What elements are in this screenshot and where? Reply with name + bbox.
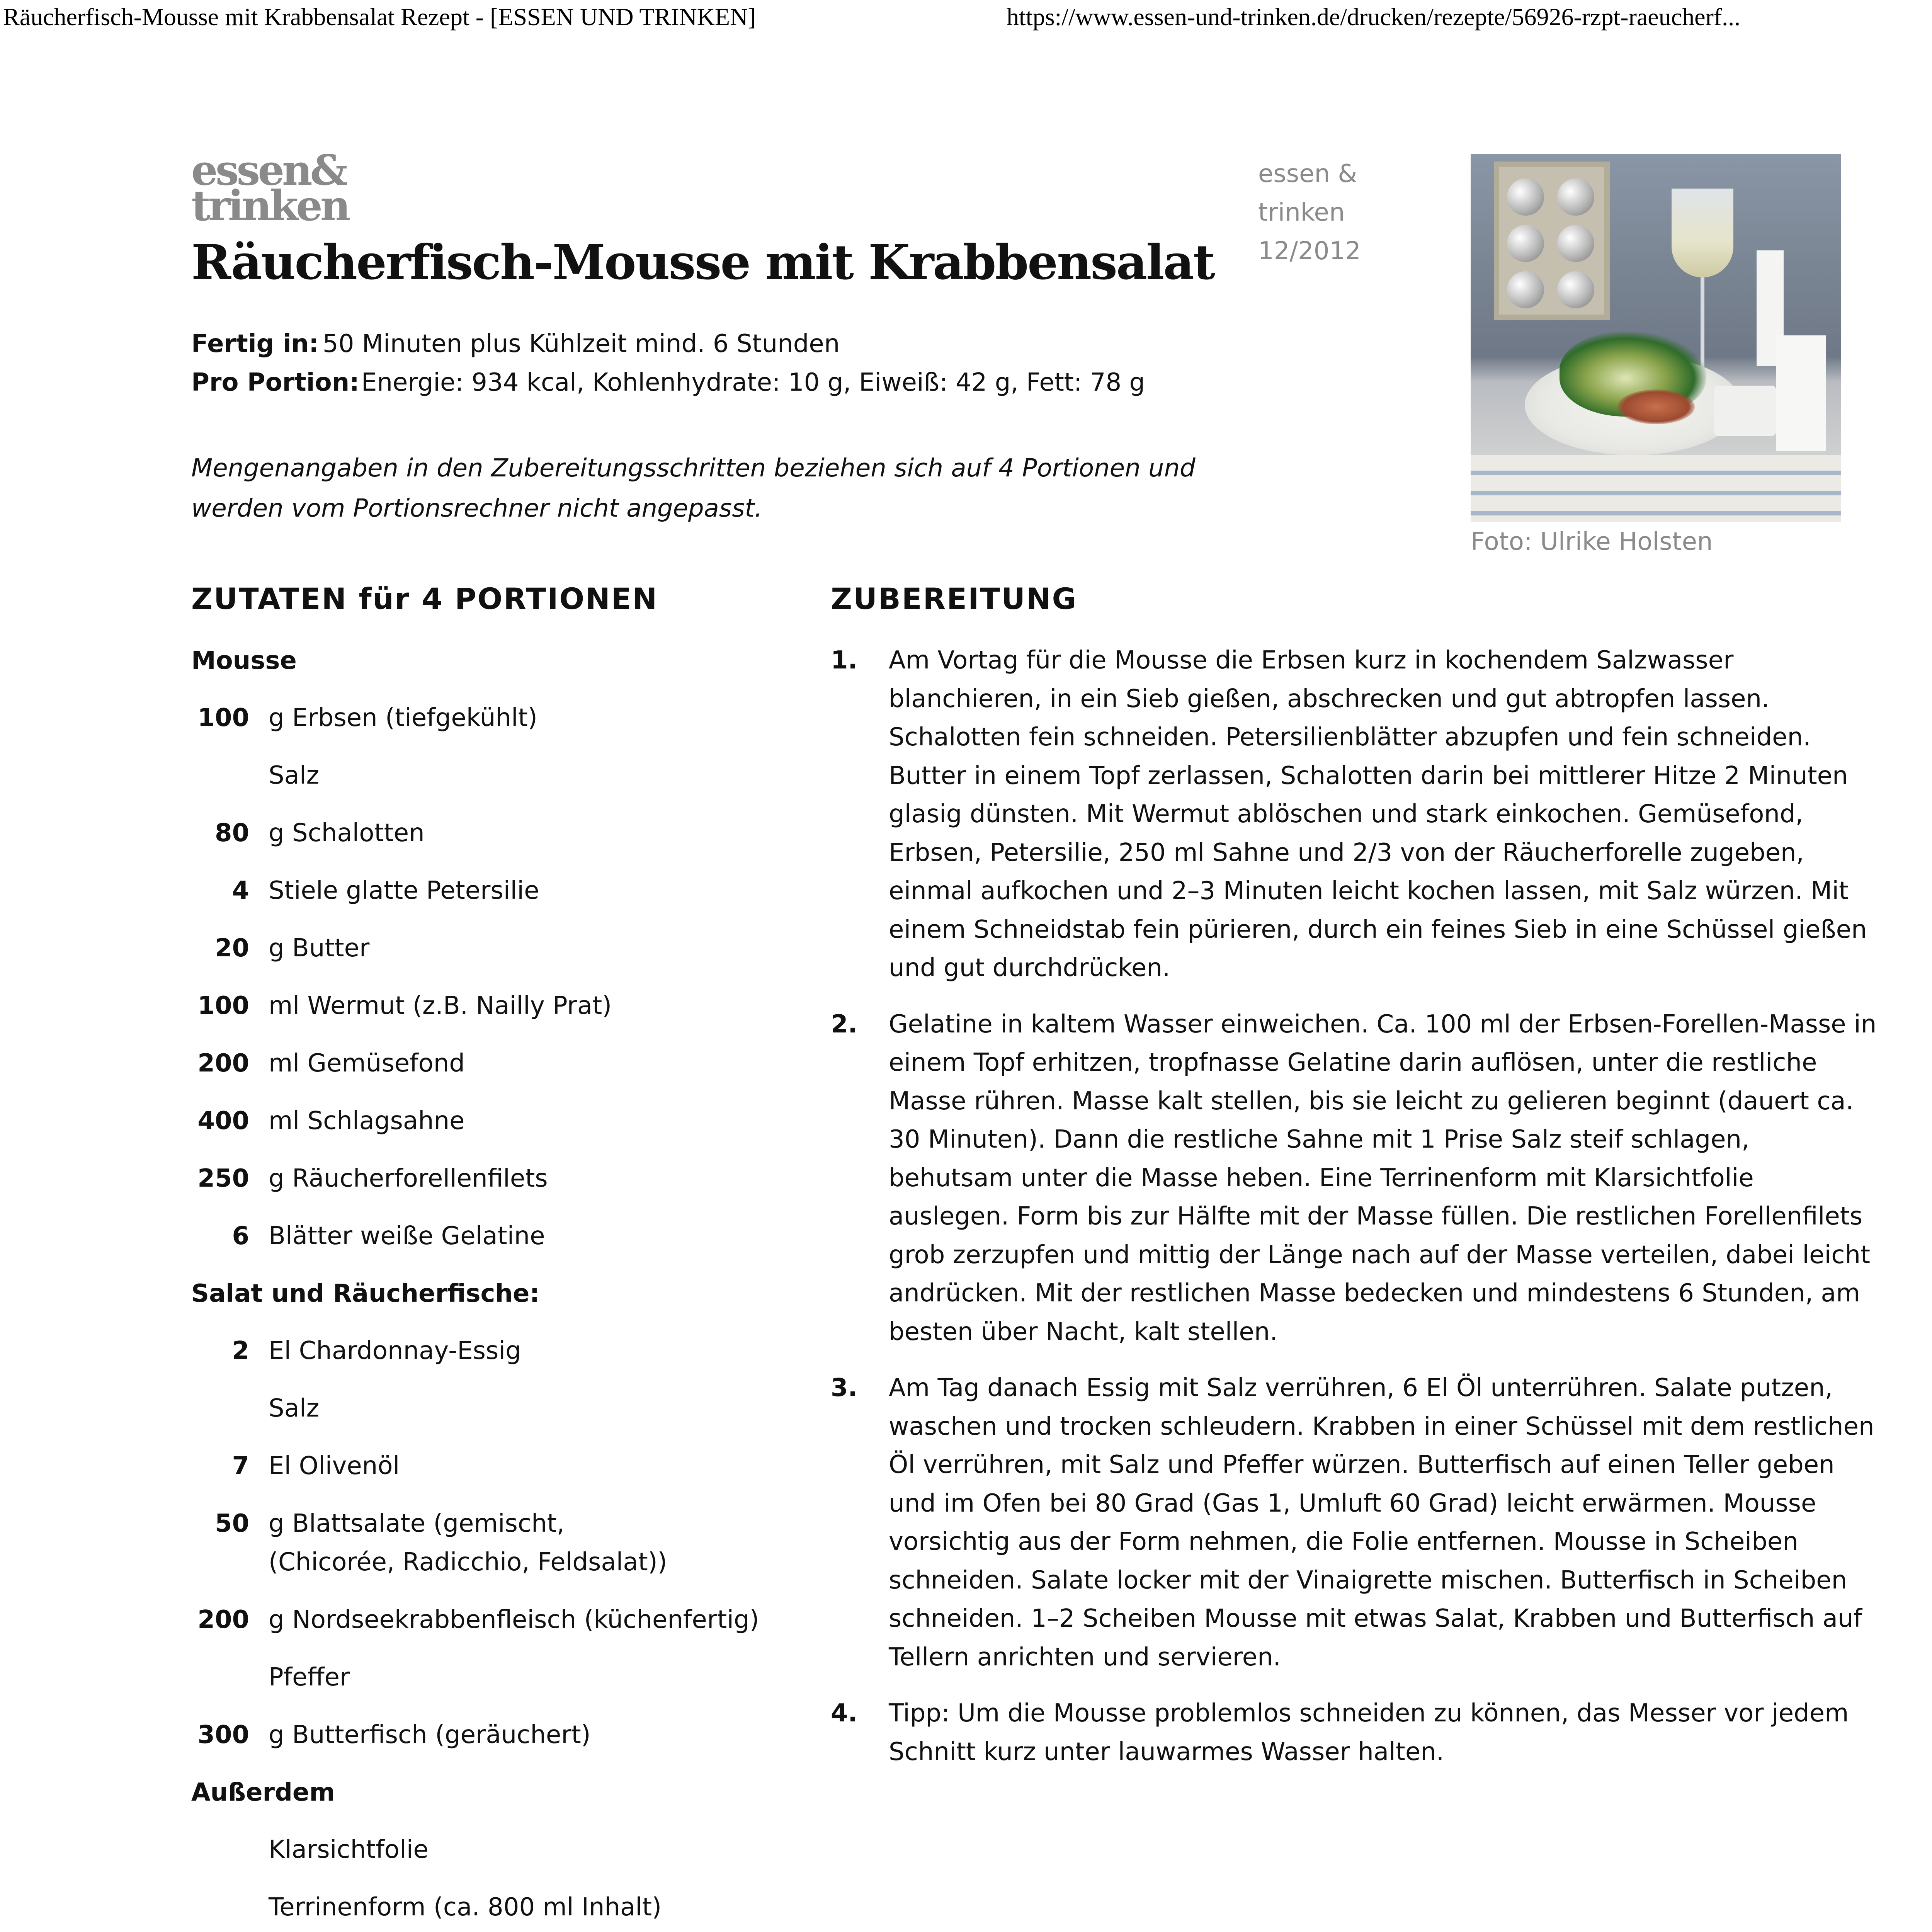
ingredient-amount: 100 [197,992,249,1020]
ingredient-item [191,986,810,1025]
print-page-title: Räucherfisch-Mousse mit Krabbensalat Rezept - [ESSEN UND TRINKEN] [3,3,756,31]
tablecloth [1471,455,1841,522]
logo-line-1: essen& [191,146,346,195]
nutrition-label: Pro Portion: [191,368,359,397]
ingredient-text: Klarsichtfolie [269,1835,429,1864]
ingredient-text: Terrinenform (ca. 800 ml Inhalt) [269,1893,662,1922]
ingredients-heading: ZUTATEN für 4 PORTIONEN [191,582,658,616]
ingredient-item [191,1217,810,1255]
essen-und-trinken-logo [191,146,377,230]
preparation-heading: ZUBEREITUNG [831,582,1077,616]
ingredient-amount: 400 [197,1107,249,1135]
ingredient-text: Stiele glatte Petersilie [269,876,539,905]
step-number: 4. [831,1699,857,1728]
ingredient-item [191,1102,810,1140]
ingredient-group-salat [191,1274,810,1754]
ingredient-group-title: Außerdem [191,1778,335,1807]
issue-line-3: 12/2012 [1258,237,1361,265]
ingredient-amount: 4 [232,876,249,905]
issue-line-1: essen & [1258,160,1357,188]
preparation-step [831,1005,1877,1352]
ingredient-text: El Chardonnay-Essig [269,1337,521,1365]
ingredient-amount: 2 [232,1337,249,1365]
prep-time-row [191,325,1273,363]
step-text: Am Vortag für die Mousse die Erbsen kurz in kochendem Salzwasser blanchieren, in ein Sieb gießen, abschrecken und gut abtropfen lassen. Schalotten fein schneiden. Petersilienblätter abzupfen und fein schneiden. Butter in einem Topf zerlassen, Schalotten darin bei mittlerer Hitze 2 Minuten glasig dünsten. Mit Wermut ablöschen und stark einkochen. Gemüsefond, Erbsen, Petersilie, 250 ml Sahne und 2/3 von der Räucherforelle zugeben, einmal aufkochen und 2–3 Minuten leicht kochen lassen, mit Salz würzen. Mit einem Schneidstab fein pürieren, durch ein feines Sieb in eine Schüssel gießen und gut durchdrücken. [889,646,1867,982]
ingredient-group-title: Mousse [191,646,297,675]
ingredient-text: g Butter [269,934,370,963]
ingredient-amount: 80 [214,819,249,847]
ingredient-text: g Blattsalate (gemischt, (Chicorée, Radicchio, Feldsalat)) [269,1509,667,1577]
print-page-url: https://www.essen-und-trinken.de/drucken/rezepte/56926-rzpt-raeucherf... [1007,3,1741,31]
ingredient-amount: 20 [214,934,249,963]
photo-credit: Foto: Ulrike Holsten [1471,527,1713,556]
recipe-title: Räucherfisch-Mousse mit Krabbensalat [191,235,1214,291]
logo-line-2: trinken [191,182,349,230]
step-text: Gelatine in kaltem Wasser einweichen. Ca. 100 ml der Erbsen-Forellen-Masse in einem Topf erhitzen, tropfnasse Gelatine darin auflösen, unter die restliche Masse rühren. Masse kalt stellen, bis sie leicht zu gelieren beginnt (dauert ca. 30 Minuten). Dann die restliche Sahne mit 1 Prise Salz steif schlagen, behutsam unter die Masse heben. Eine Terrinenform mit Klarsichtfolie auslegen. Form bis zur Hälfte mit der Masse füllen. Die restlichen Forellenfilets grob zerzupfen und mittig der Länge nach auf der Masse verteilen, dabei leicht andrücken. Mit der restlichen Masse bedecken und mindestens 6 Stunden, am besten über Nacht, kalt stellen. [889,1010,1877,1346]
magazine-issue [1258,155,1413,270]
issue-line-2: trinken [1258,198,1345,227]
ingredient-amount: 50 [214,1509,249,1538]
prep-time-value: 50 Minuten plus Kühlzeit mind. 6 Stunden [323,330,840,358]
ingredient-group-title: Salat und Räucherfische: [191,1279,540,1308]
nutrition-value: Energie: 934 kcal, Kohlenhydrate: 10 g, Eiweiß: 42 g, Fett: 78 g [361,368,1145,397]
ingredient-item [191,1716,810,1754]
recipe-photo [1471,154,1841,522]
candle [1776,335,1826,451]
ingredient-amount: 100 [197,704,249,732]
ingredient-item [191,1044,810,1083]
ingredient-text: g Räucherforellenfilets [269,1164,548,1193]
ingredient-item [191,1658,810,1697]
ingredient-text: g Schalotten [269,819,425,847]
portion-note: Mengenangaben in den Zubereitungsschritten beziehen sich auf 4 Portionen und werden vom Portionsrechner nicht angepasst. [191,454,1196,523]
ingredient-text: Pfeffer [269,1663,350,1692]
ingredient-text: ml Gemüsefond [269,1049,465,1078]
ornament-box [1494,162,1610,320]
step-number: 2. [831,1010,857,1039]
ingredient-text: ml Wermut (z.B. Nailly Prat) [269,992,612,1020]
ingredient-item [191,1600,810,1639]
ingredient-item [191,1389,810,1428]
ingredient-group-mousse [191,641,810,1255]
ingredient-item [191,929,810,968]
ingredient-text: g Nordseekrabbenfleisch (küchenfertig) [269,1605,759,1634]
step-text: Tipp: Um die Mousse problemlos schneiden zu können, das Messer vor jedem Schnitt kurz unter lauwarmes Wasser halten. [889,1699,1849,1766]
ingredient-item [191,756,810,795]
ingredient-item [191,1888,810,1927]
ingredient-text: El Olivenöl [269,1452,400,1480]
preparation-step [831,641,1867,988]
ingredient-amount: 250 [197,1164,249,1193]
step-number: 3. [831,1374,857,1402]
ingredient-group-ausserdem [191,1773,810,1927]
ingredient-text: Salz [269,1394,320,1423]
step-number: 1. [831,646,857,675]
ingredient-text: g Butterfisch (geräuchert) [269,1721,591,1749]
ingredient-amount: 7 [232,1452,249,1480]
preparation-step [831,1694,1849,1771]
prep-time-label: Fertig in: [191,330,319,358]
ingredient-amount: 6 [232,1222,249,1250]
ingredient-item [191,1332,810,1370]
recipe-meta [191,325,1273,402]
step-text: Am Tag danach Essig mit Salz verrühren, 6 El Öl unterrühren. Salate putzen, waschen und trocken schleudern. Krabben in einer Schüssel mit dem restlichen Öl verrühren, mit Salz und Pfeffer würzen. Butterfisch auf einen Teller geben und im Ofen bei 80 Grad (Gas 1, Umluft 60 Grad) leicht erwärmen. Mousse vorsichtig aus der Form nehmen, die Folie entfernen. Mousse in Scheiben schneiden. Salate locker mit der Vinaigrette mischen. Butterfisch in Scheiben schneiden. 1–2 Scheiben Mousse mit etwas Salat, Krabben und Butterfisch auf Tellern anrichten und servieren. [889,1374,1874,1672]
fish [1617,389,1695,424]
ingredient-item [191,871,810,910]
ingredient-text: g Erbsen (tiefgekühlt) [269,704,537,732]
ingredient-amount: 300 [197,1721,249,1749]
ingredient-text: Salz [269,761,320,790]
ingredient-text: Blätter weiße Gelatine [269,1222,545,1250]
ingredient-item [191,1447,810,1485]
ingredient-item [191,814,810,852]
ingredient-amount: 200 [197,1605,249,1634]
preparation-step [831,1369,1874,1677]
ingredients-list [191,641,810,1932]
ingredient-item [191,1830,810,1869]
ingredient-text: ml Schlagsahne [269,1107,465,1135]
ingredient-item [191,1159,810,1198]
print-header [0,0,1932,35]
ingredient-item [191,1504,810,1582]
nutrition-row [191,363,1273,402]
ingredient-amount: 200 [197,1049,249,1078]
preparation-steps [831,641,1877,1789]
ingredient-item [191,699,810,737]
candle-holder [1714,386,1776,436]
wine-glass [1672,189,1733,277]
